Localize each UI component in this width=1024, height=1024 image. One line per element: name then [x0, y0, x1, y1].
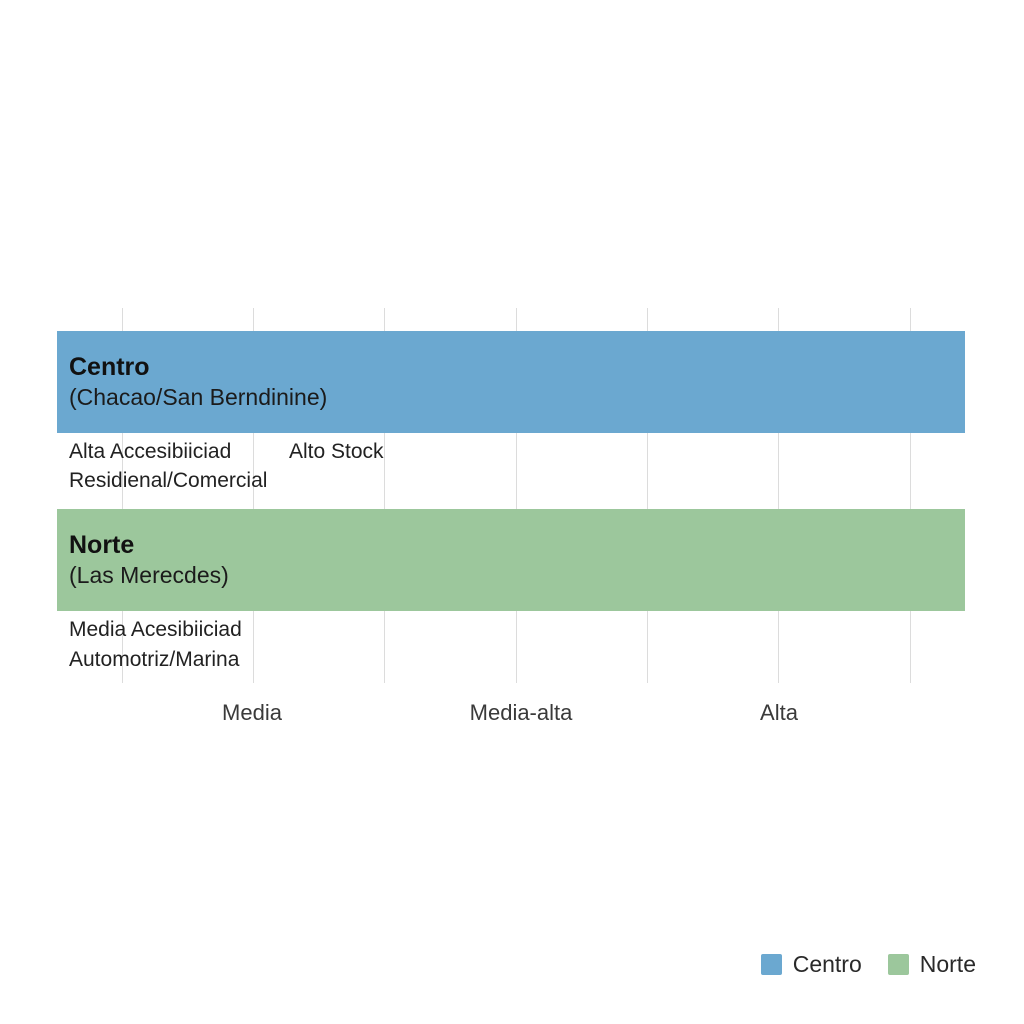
plot-area	[57, 308, 965, 683]
legend-label-centro: Centro	[792, 951, 862, 977]
bar-norte-sublabel: (Las Merecdes)	[69, 562, 229, 589]
bar-norte-annotation-line2: Automotriz/Marina	[69, 648, 240, 671]
bar-centro-sublabel: (Chacao/San Berndinine)	[69, 384, 328, 411]
xtick-alta: Alta	[760, 700, 798, 725]
legend-item-centro[interactable]	[761, 951, 862, 978]
bar-centro-labels	[69, 331, 327, 433]
bar-norte-title: Norte	[69, 530, 135, 559]
bar-centro-annotation-stock: Alto Stock	[289, 440, 384, 463]
bar-centro-annotation-line1: Alta Accesibiiciad	[69, 440, 232, 463]
bar-norte-annotation-line1: Media Acesibiiciad	[69, 618, 242, 641]
xtick-media-alta: Media-alta	[469, 700, 573, 725]
legend-swatch-icon	[761, 954, 782, 975]
bar-centro-title: Centro	[69, 352, 150, 381]
legend	[761, 951, 976, 978]
legend-item-norte[interactable]	[888, 951, 976, 978]
legend-label-norte: Norte	[919, 951, 976, 977]
legend-swatch-icon	[888, 954, 909, 975]
bar-centro[interactable]	[57, 331, 965, 433]
bar-centro-annotation-line2: Residienal/Comercial	[69, 469, 268, 492]
xtick-media: Media	[222, 700, 282, 725]
bar-norte[interactable]	[57, 509, 965, 611]
bar-norte-labels	[69, 509, 229, 611]
